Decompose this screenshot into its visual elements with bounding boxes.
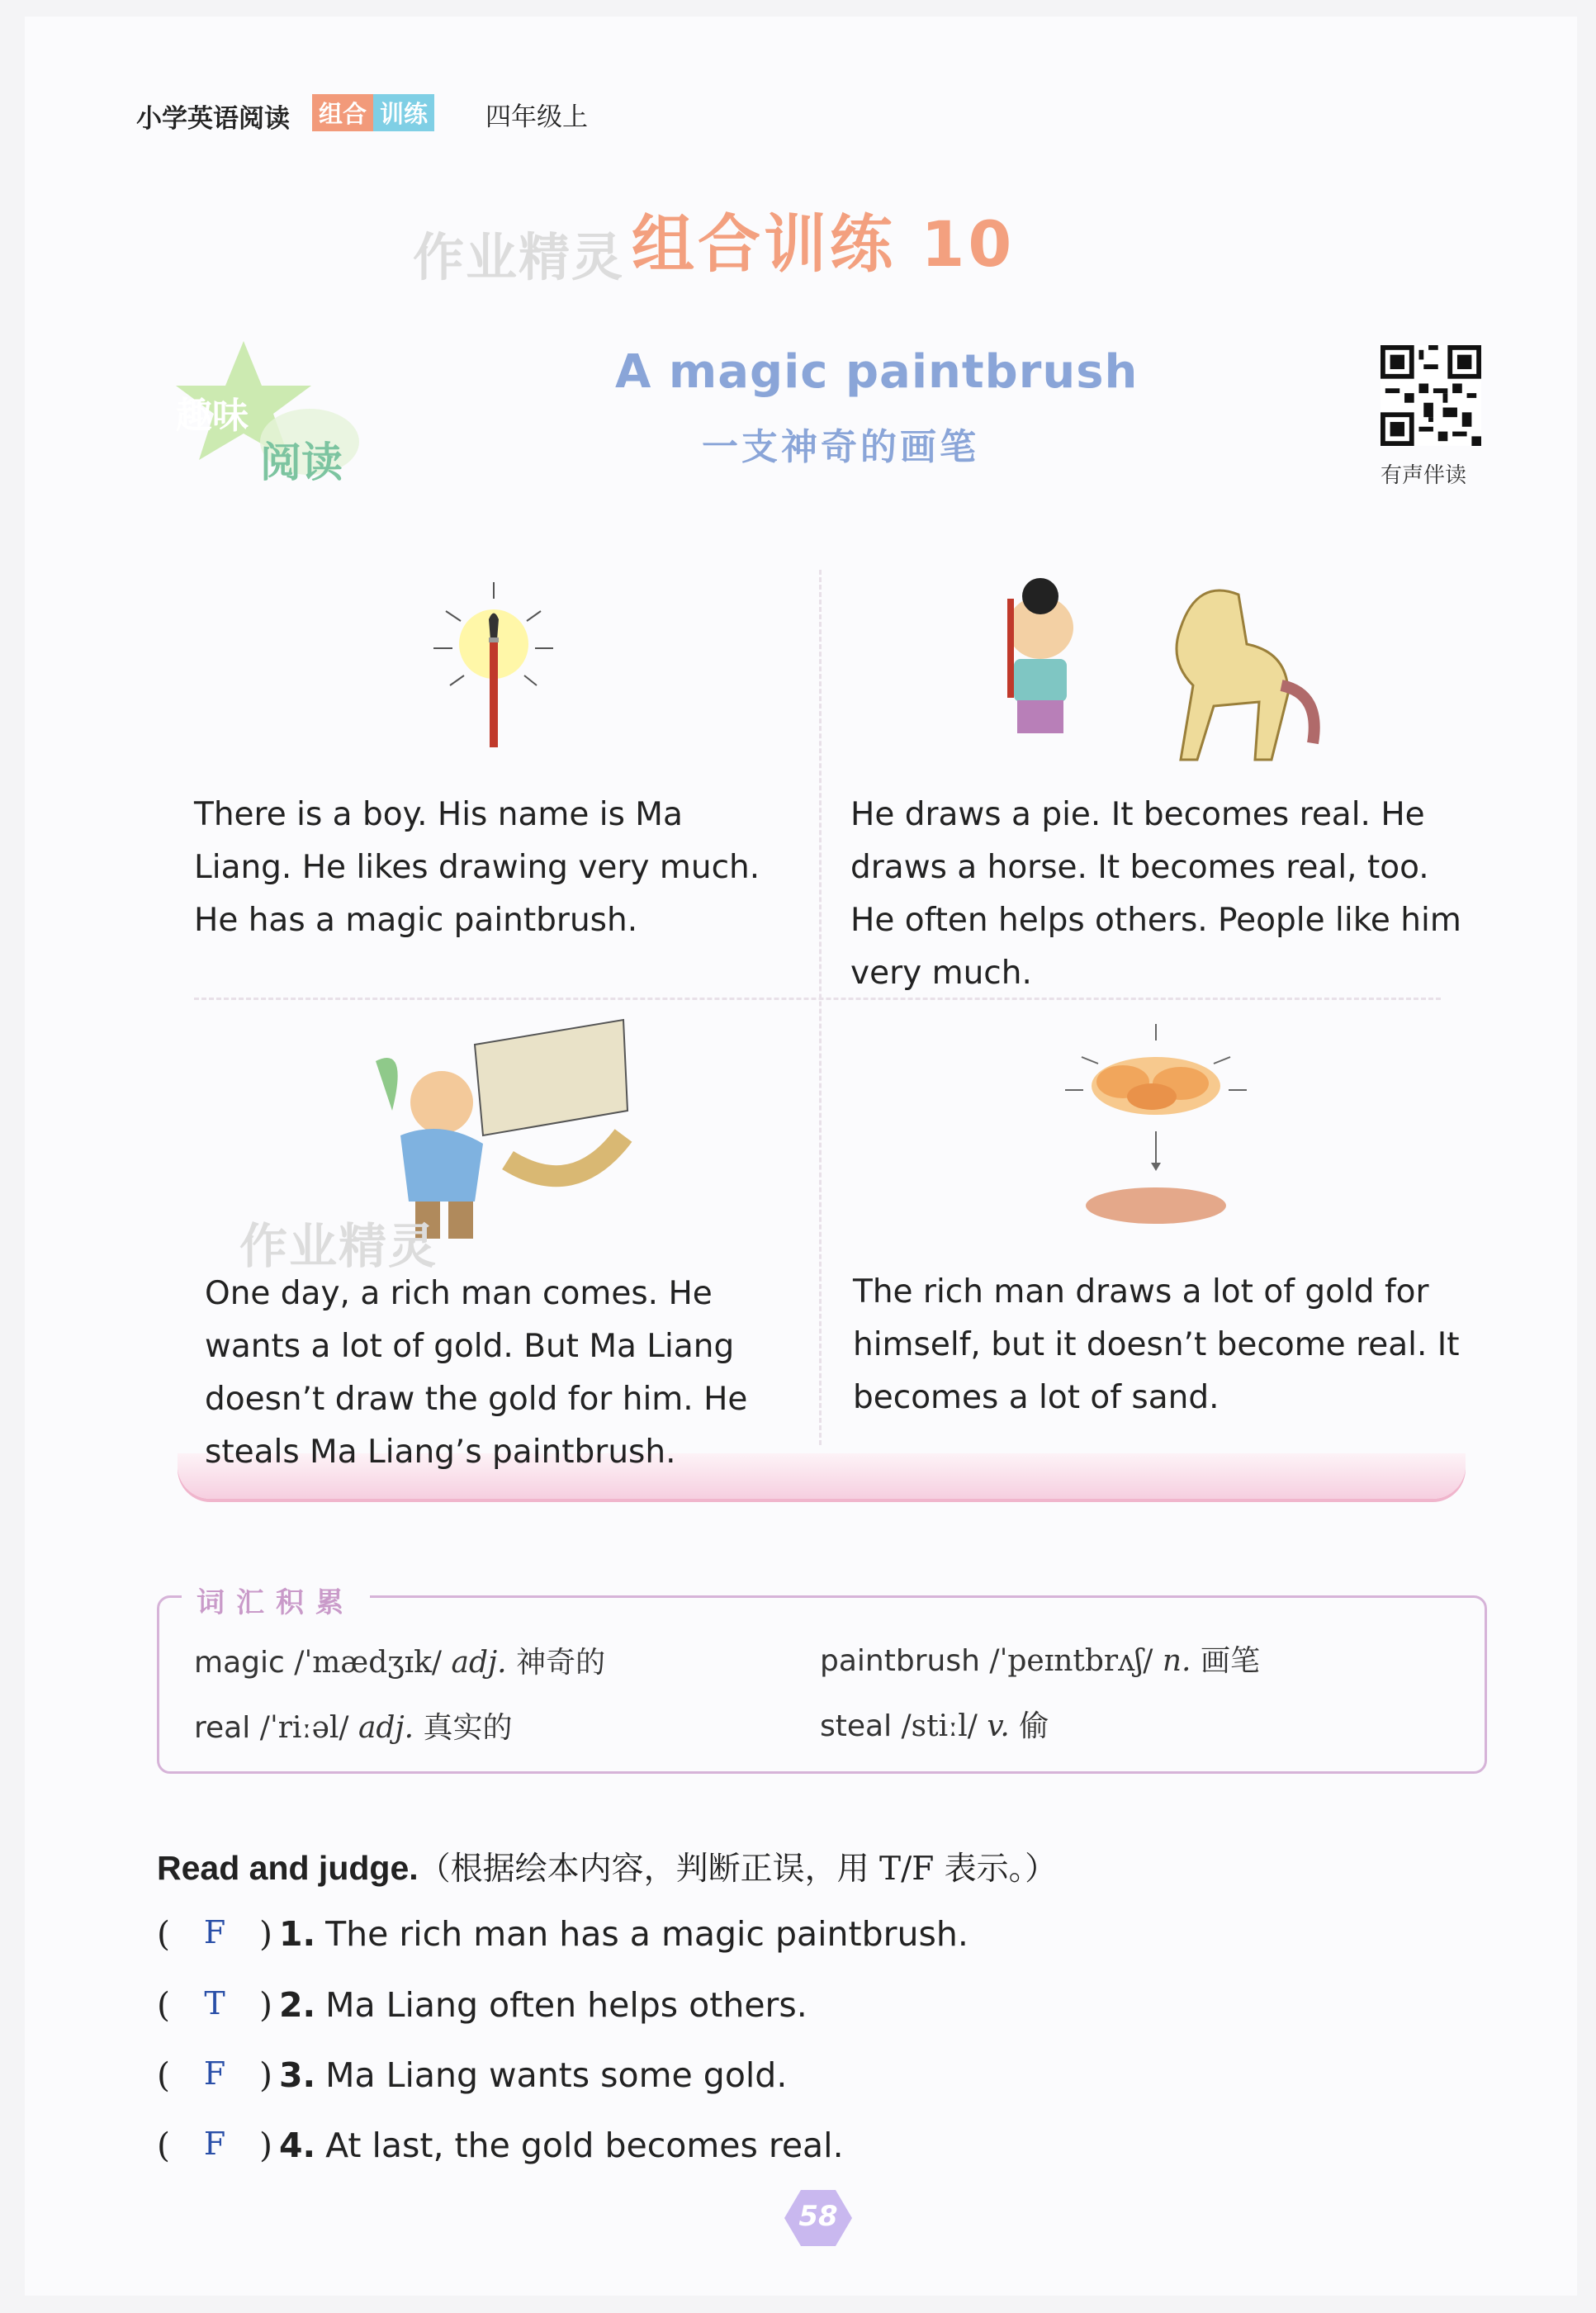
watermark-top: 作业精灵	[413, 227, 625, 287]
book-series-label: 小学英语阅读	[136, 104, 290, 134]
qr-code-icon[interactable]	[1381, 345, 1481, 446]
story-paragraph-1: There is a boy. His name is Ma Liang. He likes drawing very much. He has a magic paintbrush.	[194, 796, 760, 939]
answer-field[interactable]: F	[203, 1914, 226, 1950]
question-number: 4.	[279, 2126, 316, 2165]
vocab-phonetic: /stiːl/	[901, 1709, 978, 1743]
vocab-pos: v.	[987, 1709, 1010, 1743]
vocab-meaning: 真实的	[423, 1711, 513, 1745]
question-text: The rich man has a magic paintbrush.	[325, 1914, 968, 1954]
vocab-word: paintbrush	[820, 1644, 980, 1678]
question-text: At last, the gold becomes real.	[325, 2126, 844, 2165]
audio-reading-label: 有声伴读	[1381, 463, 1467, 488]
question-number: 3.	[279, 2055, 316, 2095]
watermark-middle: 作业精灵	[239, 1218, 438, 1274]
answer-field[interactable]: F	[203, 2055, 226, 2092]
vocab-word: real	[194, 1711, 251, 1745]
vocab-item-magic	[194, 1639, 605, 1681]
vocab-word: magic	[194, 1646, 285, 1680]
vocabulary-box	[157, 1595, 1487, 1774]
badge-part1: 组合	[312, 94, 373, 131]
vocab-meaning: 神奇的	[516, 1646, 606, 1680]
fun-badge-line1: 趣味	[176, 395, 249, 437]
panel-vertical-divider	[819, 570, 822, 1445]
vocab-meaning: 画笔	[1200, 1644, 1260, 1678]
page-number: 58	[798, 2200, 838, 2233]
vocab-item-real	[194, 1704, 513, 1747]
story-paragraph-3: One day, a rich man comes. He wants a lot of gold. But Ma Liang doesn’t draw the gold for him. He steals Ma Liang’s paintbrush.	[205, 1275, 748, 1471]
gold-turns-to-sand-image	[1032, 1007, 1296, 1239]
boy-and-horse-image	[974, 562, 1354, 784]
vocab-item-paintbrush	[820, 1638, 1260, 1680]
vocab-word: steal	[820, 1709, 893, 1743]
vocabulary-title: 词汇积累	[182, 1580, 370, 1620]
answer-field[interactable]: F	[203, 2126, 226, 2162]
question-3: ( F ) 3. Ma Liang wants some gold.	[157, 2055, 788, 2095]
vocab-meaning: 偷	[1019, 1709, 1049, 1743]
vocab-phonetic: /ˈpeɪntbrʌʃ/	[989, 1644, 1153, 1678]
fun-reading-badge	[153, 334, 367, 491]
lesson-title: 组合训练 10	[632, 207, 1016, 281]
question-4: ( F ) 4. At last, the gold becomes real.	[157, 2126, 844, 2165]
vocab-pos: adj.	[358, 1711, 414, 1745]
question-text: Ma Liang often helps others.	[325, 1985, 807, 2025]
question-number: 2.	[279, 1985, 316, 2025]
page-number-badge	[784, 2188, 852, 2248]
exercise-title	[157, 1843, 1057, 1889]
answer-field[interactable]: T	[204, 1985, 225, 2022]
story-paragraph-2: He draws a pie. It becomes real. He draws a horse. It becomes real, too. He often helps others. People like him very much.	[850, 796, 1461, 992]
question-text: Ma Liang wants some gold.	[325, 2055, 788, 2095]
exercise-heading: Read and judge.	[157, 1849, 419, 1887]
series-badge	[312, 94, 434, 131]
badge-part2: 训练	[373, 94, 434, 131]
vocab-item-steal	[820, 1703, 1049, 1745]
question-2: ( T ) 2. Ma Liang often helps others.	[157, 1985, 807, 2025]
vocab-phonetic: /ˈriːəl/	[259, 1711, 349, 1745]
exercise-instruction: （根据绘本内容，判断正误，用 T/F 表示。）	[418, 1851, 1058, 1888]
fun-badge-line2: 阅读	[260, 438, 343, 486]
vocab-pos: adj.	[451, 1646, 507, 1680]
story-paragraph-4: The rich man draws a lot of gold for himself, but it doesn’t become real. It becomes a lot of sand.	[853, 1273, 1460, 1416]
glowing-paintbrush-image	[413, 562, 578, 793]
vocab-phonetic: /ˈmædʒɪk/	[294, 1646, 443, 1680]
story-title-en: A magic paintbrush	[615, 345, 1139, 399]
question-1: ( F ) 1. The rich man has a magic paintbrush.	[157, 1914, 968, 1954]
story-title-cn: 一支神奇的画笔	[702, 426, 979, 468]
question-number: 1.	[279, 1914, 316, 1954]
grade-label: 四年级上	[485, 102, 588, 132]
vocab-pos: n.	[1162, 1644, 1191, 1678]
